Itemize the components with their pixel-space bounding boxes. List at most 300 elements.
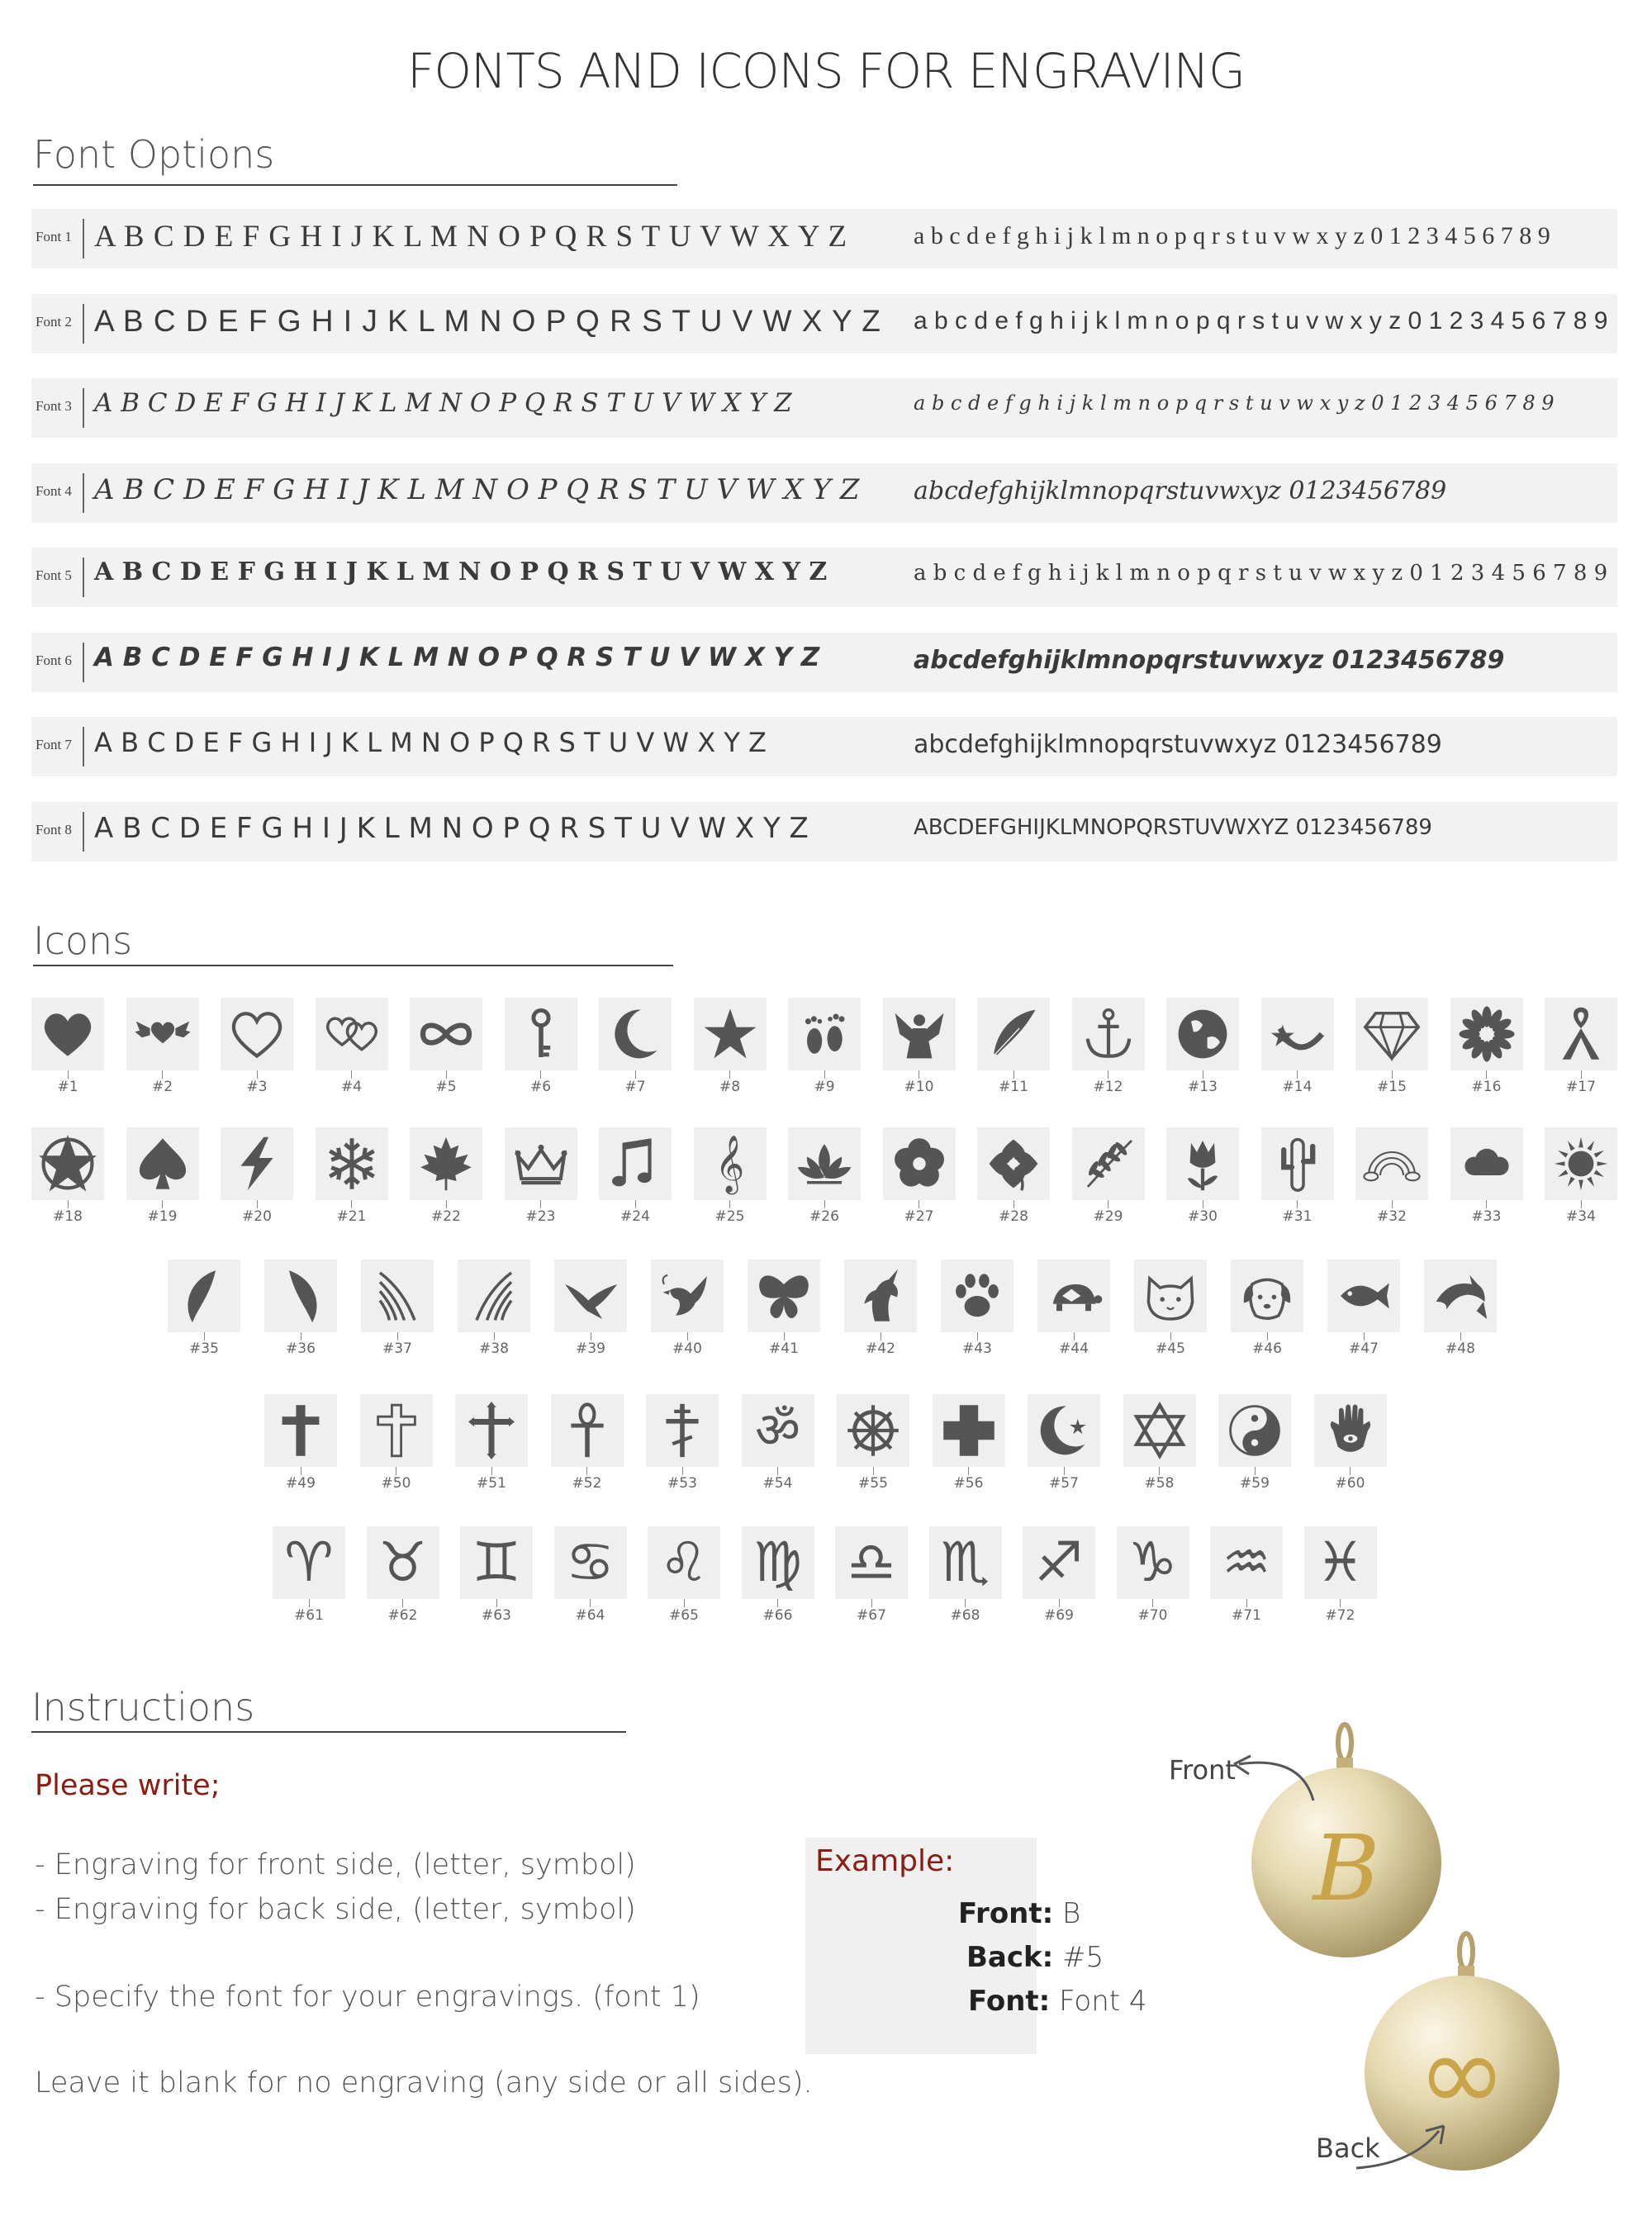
icon-number: #3 xyxy=(246,1079,268,1095)
icon-option xyxy=(360,1394,433,1492)
icon-option xyxy=(1166,998,1239,1095)
lotus-icon xyxy=(788,1127,861,1200)
icon-connector xyxy=(162,1200,163,1208)
icon-number: #64 xyxy=(575,1607,605,1624)
icon-number: #54 xyxy=(762,1475,793,1492)
icon-connector xyxy=(1581,1200,1582,1208)
icon-connector xyxy=(1340,1599,1341,1607)
om-icon: ॐ xyxy=(742,1394,814,1467)
icon-connector xyxy=(397,1332,398,1340)
icon-option xyxy=(1261,1127,1334,1225)
example-front-label: Front: xyxy=(958,1897,1054,1930)
icon-connector xyxy=(402,1599,403,1607)
font-uppercase-sample: A B C D E F G H I J K L M N O P Q R S T U V W X Y Z xyxy=(94,811,809,845)
cross-icon xyxy=(264,1394,337,1467)
icon-number: #69 xyxy=(1044,1607,1074,1624)
pendant-front-label: Front xyxy=(1169,1754,1236,1786)
icons-underline xyxy=(33,965,673,966)
icon-option xyxy=(835,1526,908,1624)
example-box xyxy=(805,1838,1147,2054)
icon-option xyxy=(788,1127,861,1225)
icon-option xyxy=(1210,1526,1283,1624)
icon-option xyxy=(929,1526,1002,1624)
winged-heart-icon xyxy=(126,998,199,1070)
icon-connector xyxy=(1297,1200,1298,1208)
icon-number: #51 xyxy=(477,1475,506,1492)
icon-connector xyxy=(1152,1599,1153,1607)
icon-option xyxy=(748,1260,820,1357)
icon-option xyxy=(551,1394,624,1492)
page-title: FONTS AND ICONS FOR ENGRAVING xyxy=(407,43,1245,99)
font-uppercase-sample: A B C D E F G H I J K L M N O P Q R S T U V W X Y Z xyxy=(94,303,881,338)
icon-number: #38 xyxy=(479,1340,509,1357)
icon-option xyxy=(458,1260,530,1357)
icon-option xyxy=(554,1260,627,1357)
icon-option xyxy=(1314,1394,1387,1492)
icon-connector xyxy=(1246,1599,1247,1607)
font-uppercase-sample: A B C D E F G H I J K L M N O P Q R S T U V W X Y Z xyxy=(94,727,767,758)
icon-number: #5 xyxy=(435,1079,457,1095)
please-write-heading: Please write; xyxy=(35,1769,221,1802)
icon-option xyxy=(126,998,199,1095)
icon-option xyxy=(1327,1260,1400,1357)
example-back-value: #5 xyxy=(1062,1941,1104,1974)
icon-connector xyxy=(1460,1332,1461,1340)
crown-icon xyxy=(505,1127,577,1200)
icon-option xyxy=(837,1394,909,1492)
maple-leaf-icon xyxy=(410,1127,482,1200)
front-engraving-letter: B xyxy=(1313,1815,1380,1921)
example-font-label: Font: xyxy=(968,1985,1051,2018)
icon-number: #14 xyxy=(1282,1079,1313,1095)
icon-connector xyxy=(68,1070,69,1079)
flower-icon xyxy=(883,1127,956,1200)
icon-connector xyxy=(540,1200,541,1208)
icon-option xyxy=(126,1127,199,1225)
moon-icon xyxy=(599,998,672,1070)
ribbon-icon xyxy=(1545,998,1617,1070)
icon-option xyxy=(694,998,767,1095)
icon-connector xyxy=(1581,1070,1582,1079)
icon-option xyxy=(273,1526,345,1624)
taurus-icon: ♉ xyxy=(367,1526,439,1599)
dove-icon xyxy=(651,1260,724,1332)
rainbow-icon xyxy=(1355,1127,1428,1200)
icon-number: #21 xyxy=(336,1208,367,1225)
icon-number: #7 xyxy=(624,1079,646,1095)
feathered-wing-icon xyxy=(361,1260,434,1332)
icon-connector xyxy=(446,1200,447,1208)
cross-outline-icon xyxy=(360,1394,433,1467)
icon-option xyxy=(1261,998,1334,1095)
capricorn-icon: ♑ xyxy=(1117,1526,1189,1599)
instruction-blank: Leave it blank for no engraving (any side or all sides). xyxy=(35,2066,813,2100)
font-lowercase-sample: abcdefghijklmnopqrstuvwxyz 0123456789 xyxy=(914,476,1447,505)
yin-yang-icon xyxy=(1218,1394,1291,1467)
globe-icon xyxy=(1166,998,1239,1070)
wing-right-icon xyxy=(264,1260,337,1332)
icon-connector xyxy=(1486,1070,1487,1079)
font-separator xyxy=(83,388,84,428)
cactus-icon xyxy=(1261,1127,1334,1200)
diamond-icon xyxy=(1355,998,1428,1070)
font-label: Font 7 xyxy=(36,737,72,752)
icon-number: #36 xyxy=(286,1340,316,1357)
icon-number: #71 xyxy=(1232,1607,1261,1624)
dog-icon xyxy=(1231,1260,1303,1332)
icon-connector xyxy=(309,1599,310,1607)
snowflake-icon xyxy=(316,1127,388,1200)
mandala-icon xyxy=(1450,998,1523,1070)
font-uppercase-sample: A B C D E F G H I J K L M N O P Q R S T U V W X Y Z xyxy=(94,220,848,254)
icon-number: #26 xyxy=(809,1208,839,1225)
tulip-icon xyxy=(1166,1127,1239,1200)
icon-connector xyxy=(635,1200,636,1208)
icon-number: #22 xyxy=(431,1208,461,1225)
font-row xyxy=(31,633,1617,692)
icon-option xyxy=(1028,1394,1100,1492)
sagittarius-icon: ♐ xyxy=(1023,1526,1095,1599)
font-lowercase-sample: a b c d e f g h i j k l m n o p q r s t u v w x y z 0 1 2 3 4 5 6 7 8 9 xyxy=(914,561,1608,586)
olive-branch-icon xyxy=(1072,1127,1145,1200)
icon-option xyxy=(221,998,293,1095)
icon-connector xyxy=(1074,1332,1075,1340)
icon-option xyxy=(554,1526,627,1624)
icon-option xyxy=(1424,1260,1497,1357)
icon-number: #29 xyxy=(1093,1208,1123,1225)
icon-option xyxy=(742,1394,814,1492)
icon-connector xyxy=(540,1070,541,1079)
icon-number: #33 xyxy=(1471,1208,1502,1225)
font-uppercase-sample: A B C D E F G H I J K L M N O P Q R S T U V W X Y Z xyxy=(94,472,860,506)
icon-number: #11 xyxy=(999,1079,1028,1095)
icon-number: #4 xyxy=(340,1079,363,1095)
font-lowercase-sample: a b c d e f g h i j k l m n o p q r s t u v w x y z 0 1 2 3 4 5 6 7 8 9 xyxy=(914,391,1555,415)
butterfly-icon xyxy=(748,1260,820,1332)
icon-option xyxy=(505,1127,577,1225)
icon-number: #2 xyxy=(151,1079,173,1095)
icon-number: #72 xyxy=(1325,1607,1355,1624)
icon-number: #70 xyxy=(1137,1607,1168,1624)
swiss-cross-icon xyxy=(933,1394,1005,1467)
icon-connector xyxy=(1392,1200,1393,1208)
font-row xyxy=(31,548,1617,607)
icon-number: #12 xyxy=(1093,1079,1123,1095)
icon-option xyxy=(1218,1394,1291,1492)
icon-number: #52 xyxy=(572,1475,602,1492)
icon-connector xyxy=(1486,1200,1487,1208)
icon-connector xyxy=(1364,1332,1365,1340)
icon-connector xyxy=(977,1332,978,1340)
icon-number: #65 xyxy=(669,1607,699,1624)
icon-number: #20 xyxy=(242,1208,272,1225)
font-separator xyxy=(83,473,84,513)
font-label: Font 6 xyxy=(36,652,72,668)
icon-number: #41 xyxy=(769,1340,799,1357)
icon-number: #9 xyxy=(814,1079,835,1095)
circle-star-icon xyxy=(31,1127,104,1200)
font-separator xyxy=(83,727,84,766)
double-heart-icon xyxy=(316,998,388,1070)
icon-connector xyxy=(68,1200,69,1208)
icon-option xyxy=(505,998,577,1095)
icon-number: #18 xyxy=(53,1208,83,1225)
fish-icon xyxy=(1327,1260,1400,1332)
icon-number: #19 xyxy=(147,1208,178,1225)
font-lowercase-sample: a b c d e f g h i j k l m n o p q r s t u v w x y z 0 1 2 3 4 5 6 7 8 9 xyxy=(914,222,1550,249)
ornate-cross-icon xyxy=(455,1394,528,1467)
libra-icon: ♎ xyxy=(835,1526,908,1599)
icon-number: #42 xyxy=(866,1340,895,1357)
font-separator xyxy=(83,643,84,682)
font-row xyxy=(31,717,1617,776)
icon-connector xyxy=(684,1599,685,1607)
icon-number: #13 xyxy=(1188,1079,1218,1095)
icon-number: #16 xyxy=(1471,1079,1502,1095)
turtle-icon xyxy=(1037,1260,1110,1332)
icon-option xyxy=(694,1127,767,1225)
icon-option xyxy=(264,1260,337,1357)
icon-option xyxy=(410,1127,482,1225)
icon-connector xyxy=(1159,1467,1160,1475)
icon-number: #68 xyxy=(950,1607,980,1624)
music-note-icon xyxy=(599,1127,672,1200)
paw-icon xyxy=(941,1260,1014,1332)
icon-connector xyxy=(351,1070,352,1079)
icon-number: #25 xyxy=(714,1208,745,1225)
icon-number: #45 xyxy=(1156,1340,1185,1357)
font-label: Font 4 xyxy=(36,482,72,499)
icon-number: #60 xyxy=(1335,1475,1365,1492)
icon-connector xyxy=(351,1200,352,1208)
icon-option xyxy=(455,1394,528,1492)
instructions-heading: Instructions xyxy=(31,1685,255,1729)
icon-option xyxy=(367,1526,439,1624)
star-of-david-icon xyxy=(1123,1394,1196,1467)
icon-number: #46 xyxy=(1252,1340,1282,1357)
crescent-star-icon xyxy=(1028,1394,1100,1467)
icon-connector xyxy=(729,1200,730,1208)
font-lowercase-sample: ABCDEFGHIJKLMNOPQRSTUVWXYZ 0123456789 xyxy=(914,814,1432,840)
icon-number: #57 xyxy=(1049,1475,1079,1492)
icon-number: #47 xyxy=(1349,1340,1379,1357)
font-separator xyxy=(83,558,84,597)
icon-number: #40 xyxy=(672,1340,702,1357)
heart-outline-icon xyxy=(221,998,293,1070)
instruction-front: - Engraving for front side, (letter, symbol) xyxy=(35,1848,636,1881)
icon-connector xyxy=(257,1200,258,1208)
icon-number: #31 xyxy=(1282,1208,1313,1225)
angel-icon xyxy=(883,998,956,1070)
icon-option xyxy=(361,1260,434,1357)
icon-connector xyxy=(1297,1070,1298,1079)
font-lowercase-sample: a b c d e f g h i j k l m n o p q r s t u v w x y z 0 1 2 3 4 5 6 7 8 9 xyxy=(914,306,1608,334)
font-row xyxy=(31,378,1617,438)
icon-connector xyxy=(729,1070,730,1079)
icon-connector xyxy=(1170,1332,1171,1340)
dharma-wheel-icon xyxy=(837,1394,909,1467)
icon-connector xyxy=(824,1200,825,1208)
font-label: Font 5 xyxy=(36,567,72,583)
icon-option xyxy=(264,1394,337,1492)
icon-connector xyxy=(1267,1332,1268,1340)
icon-number: #67 xyxy=(857,1607,886,1624)
font-uppercase-sample: A B C D E F G H I J K L M N O P Q R S T U V W X Y Z xyxy=(94,388,792,418)
example-front xyxy=(958,1897,1080,1930)
icon-option xyxy=(1117,1526,1189,1624)
example-font xyxy=(968,1985,1147,2018)
icon-number: #27 xyxy=(904,1208,934,1225)
example-back-label: Back: xyxy=(966,1941,1054,1974)
spade-icon xyxy=(126,1127,199,1200)
heart-icon xyxy=(31,998,104,1070)
icon-option xyxy=(1134,1260,1207,1357)
font-label: Font 2 xyxy=(36,313,72,330)
icon-connector xyxy=(871,1599,872,1607)
wing-left-icon xyxy=(168,1260,240,1332)
icon-option xyxy=(1355,998,1428,1095)
icon-option xyxy=(1545,1127,1617,1225)
icon-number: #15 xyxy=(1377,1079,1407,1095)
font-separator xyxy=(83,304,84,344)
example-font-value: Font 4 xyxy=(1059,1985,1147,2018)
icon-option xyxy=(1231,1260,1303,1357)
icon-number: #35 xyxy=(189,1340,219,1357)
icon-option xyxy=(844,1260,917,1357)
dolphin-icon xyxy=(1424,1260,1497,1332)
example-front-value: B xyxy=(1062,1897,1081,1930)
icon-number: #48 xyxy=(1446,1340,1475,1357)
font-uppercase-sample: A B C D E F G H I J K L M N O P Q R S T U V W X Y Z xyxy=(94,558,828,586)
ankh-icon xyxy=(551,1394,624,1467)
shooting-star-icon xyxy=(1261,998,1334,1070)
infinity-icon xyxy=(410,998,482,1070)
anchor-icon xyxy=(1072,998,1145,1070)
icon-number: #1 xyxy=(57,1079,78,1095)
icon-number: #55 xyxy=(858,1475,888,1492)
icon-option xyxy=(883,1127,956,1225)
icon-option xyxy=(1023,1526,1095,1624)
back-pendant xyxy=(1365,1933,1559,2171)
icon-option xyxy=(168,1260,240,1357)
virgo-icon: ♍ xyxy=(742,1526,814,1599)
icon-connector xyxy=(968,1467,969,1475)
icon-option xyxy=(1123,1394,1196,1492)
pendant-back-label: Back xyxy=(1316,2133,1380,2164)
icon-number: #53 xyxy=(667,1475,697,1492)
back-engraving-symbol: ∞ xyxy=(1417,2010,1507,2136)
scorpio-icon: ♏ xyxy=(929,1526,1002,1599)
icon-option xyxy=(410,998,482,1095)
icon-number: #6 xyxy=(529,1079,552,1095)
icon-number: #59 xyxy=(1240,1475,1270,1492)
icon-option xyxy=(1166,1127,1239,1225)
icon-connector xyxy=(777,1467,778,1475)
instruction-font: - Specify the font for your engravings. (font 1) xyxy=(35,1981,700,2014)
icon-option xyxy=(651,1260,724,1357)
icon-connector xyxy=(257,1070,258,1079)
icon-number: #23 xyxy=(525,1208,556,1225)
sun-icon xyxy=(1545,1127,1617,1200)
icon-option xyxy=(941,1260,1014,1357)
icon-connector xyxy=(162,1070,163,1079)
icon-connector xyxy=(496,1599,497,1607)
font-label: Font 1 xyxy=(36,229,72,244)
icon-option xyxy=(977,998,1050,1095)
icon-connector xyxy=(494,1332,495,1340)
icon-connector xyxy=(777,1599,778,1607)
gemini-icon: ♊ xyxy=(460,1526,533,1599)
icon-number: #8 xyxy=(719,1079,741,1095)
clover-icon xyxy=(977,1127,1050,1200)
font-separator xyxy=(83,812,84,852)
icon-option xyxy=(1037,1260,1110,1357)
icon-connector xyxy=(590,1599,591,1607)
font-row xyxy=(31,463,1617,523)
icons-heading: Icons xyxy=(33,918,133,963)
icon-connector xyxy=(1350,1467,1351,1475)
icon-number: #43 xyxy=(962,1340,992,1357)
font-uppercase-sample: A B C D E F G H I J K L M N O P Q R S T U V W X Y Z xyxy=(94,642,820,672)
icon-option xyxy=(648,1526,720,1624)
icon-option xyxy=(977,1127,1050,1225)
pisces-icon: ♓ xyxy=(1304,1526,1377,1599)
pendant-illustration xyxy=(1222,1718,1652,2230)
icon-connector xyxy=(682,1467,683,1475)
icon-number: #37 xyxy=(382,1340,412,1357)
font-label: Font 3 xyxy=(36,398,72,414)
font-row xyxy=(31,294,1617,353)
icon-number: #24 xyxy=(620,1208,650,1225)
icon-connector xyxy=(635,1070,636,1079)
font-options-underline xyxy=(33,184,677,186)
font-label: Font 8 xyxy=(36,821,72,837)
feathered-wing-2-icon xyxy=(458,1260,530,1332)
icon-number: #39 xyxy=(576,1340,605,1357)
icon-option xyxy=(460,1526,533,1624)
icon-option xyxy=(742,1526,814,1624)
font-lowercase-sample: abcdefghijklmnopqrstuvwxyz 0123456789 xyxy=(914,645,1505,675)
icon-connector xyxy=(446,1070,447,1079)
aries-icon: ♈ xyxy=(273,1526,345,1599)
star-icon xyxy=(694,998,767,1070)
icon-option xyxy=(788,998,861,1095)
icon-number: #56 xyxy=(953,1475,984,1492)
icon-connector xyxy=(965,1599,966,1607)
icon-connector xyxy=(1059,1599,1060,1607)
font-row xyxy=(31,209,1617,268)
feather-icon xyxy=(977,998,1050,1070)
key-icon xyxy=(505,998,577,1070)
instructions-underline xyxy=(31,1731,626,1733)
icon-option xyxy=(599,1127,672,1225)
instruction-back: - Engraving for back side, (letter, symbol) xyxy=(35,1893,636,1926)
hamsa-icon xyxy=(1314,1394,1387,1467)
leo-icon: ♌ xyxy=(648,1526,720,1599)
icon-option xyxy=(646,1394,719,1492)
cat-icon xyxy=(1134,1260,1207,1332)
icon-number: #30 xyxy=(1188,1208,1218,1225)
font-separator xyxy=(83,219,84,259)
icon-connector xyxy=(873,1467,874,1475)
icon-connector xyxy=(1064,1467,1065,1475)
icon-option xyxy=(1304,1526,1377,1624)
icon-option xyxy=(1072,1127,1145,1225)
icon-option xyxy=(1545,998,1617,1095)
icon-connector xyxy=(204,1332,205,1340)
aquarius-icon: ♒ xyxy=(1210,1526,1283,1599)
icon-option xyxy=(31,998,104,1095)
